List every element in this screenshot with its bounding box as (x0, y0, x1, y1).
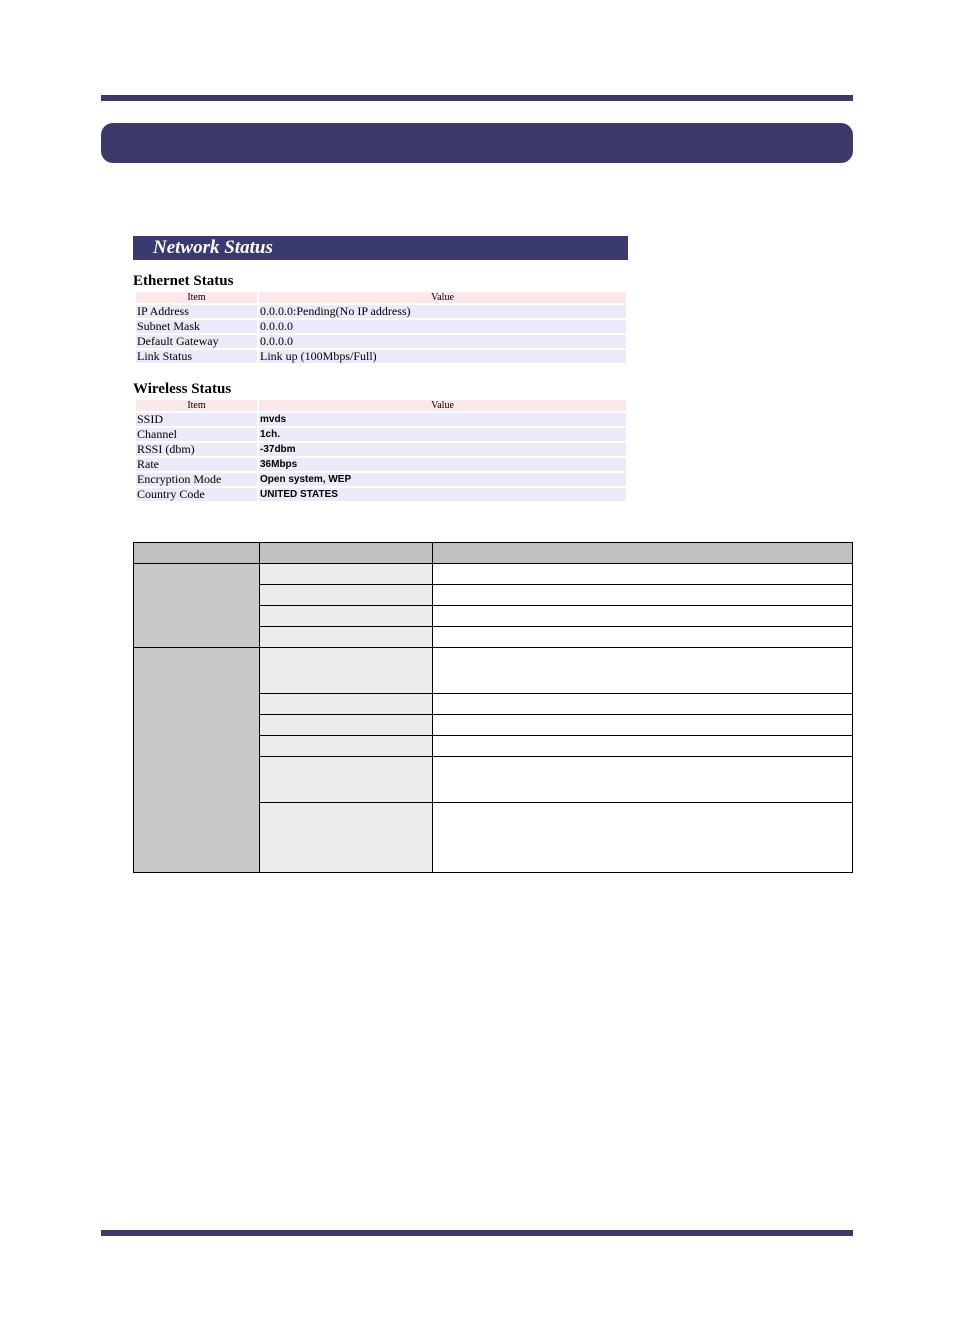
description-table-header-cell (133, 542, 260, 564)
description-table-item-cell (259, 647, 433, 694)
description-table-desc-cell (432, 802, 853, 873)
table-row (136, 305, 626, 318)
table-row (136, 428, 626, 441)
description-table-desc-cell (432, 563, 853, 585)
description-table-group-cell (133, 563, 260, 648)
row-value: Open system, WEP (259, 473, 626, 486)
description-table-item-cell (259, 735, 433, 757)
description-table (133, 542, 853, 873)
column-header-value: Value (259, 400, 626, 411)
description-table-group-cell (133, 647, 260, 873)
description-table-item-cell (259, 563, 433, 585)
network-status-header: Network Status (133, 236, 628, 260)
row-item: Channel (136, 428, 257, 441)
row-item: IP Address (136, 305, 257, 318)
row-item: Default Gateway (136, 335, 257, 348)
description-table-item-cell (259, 802, 433, 873)
row-item: Link Status (136, 350, 257, 363)
column-header-item: Item (136, 400, 257, 411)
row-value: -37dbm (259, 443, 626, 456)
description-table-desc-cell (432, 626, 853, 648)
row-value: 0.0.0.0 (259, 320, 626, 333)
row-item: Country Code (136, 488, 257, 501)
table-row (136, 488, 626, 501)
table-row (136, 443, 626, 456)
row-value: 1ch. (259, 428, 626, 441)
network-status-panel (133, 236, 628, 503)
description-table-header-cell (432, 542, 853, 564)
row-item: RSSI (dbm) (136, 443, 257, 456)
description-table-desc-cell (432, 584, 853, 606)
column-header-item: Item (136, 292, 257, 303)
description-table-desc-cell (432, 605, 853, 627)
description-table-item-cell (259, 584, 433, 606)
table-row (136, 458, 626, 471)
top-rule (101, 95, 853, 101)
description-table-item-cell (259, 714, 433, 736)
description-table-desc-cell (432, 735, 853, 757)
column-header-value: Value (259, 292, 626, 303)
table-row (136, 413, 626, 426)
wireless-status-title: Wireless Status (133, 381, 232, 397)
table-row (136, 335, 626, 348)
section-title-bar (101, 123, 853, 163)
row-item: Encryption Mode (136, 473, 257, 486)
row-value: 36Mbps (259, 458, 626, 471)
description-table-desc-cell (432, 714, 853, 736)
row-value: mvds (259, 413, 626, 426)
description-table-item-cell (259, 605, 433, 627)
description-table-header-cell (259, 542, 433, 564)
row-value: UNITED STATES (259, 488, 626, 501)
description-table-desc-cell (432, 693, 853, 715)
row-value: 0.0.0.0 (259, 335, 626, 348)
wireless-status-table (134, 398, 628, 503)
description-table-item-cell (259, 626, 433, 648)
bottom-rule (101, 1230, 853, 1236)
description-table-item-cell (259, 756, 433, 803)
row-item: Subnet Mask (136, 320, 257, 333)
ethernet-status-table (134, 290, 628, 365)
description-table-item-cell (259, 693, 433, 715)
table-row (136, 473, 626, 486)
table-row (136, 320, 626, 333)
description-table-desc-cell (432, 647, 853, 694)
row-item: Rate (136, 458, 257, 471)
ethernet-status-title: Ethernet Status (133, 273, 234, 289)
description-table-desc-cell (432, 756, 853, 803)
row-value: Link up (100Mbps/Full) (259, 350, 626, 363)
table-row (136, 350, 626, 363)
row-item: SSID (136, 413, 257, 426)
row-value: 0.0.0.0:Pending(No IP address) (259, 305, 626, 318)
